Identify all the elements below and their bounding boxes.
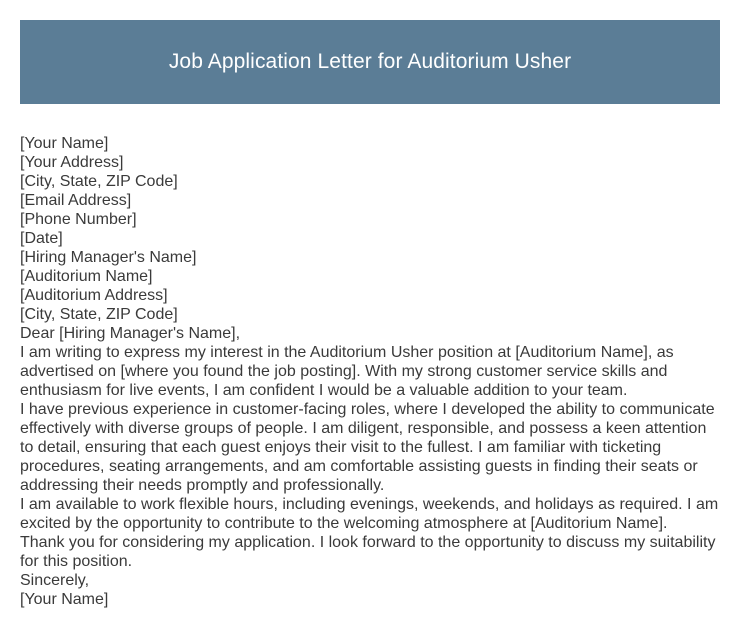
title-banner (20, 20, 720, 104)
salutation: Dear [Hiring Manager's Name], (20, 325, 241, 342)
letter-date: [Date] (20, 230, 63, 247)
paragraph-thanks: Thank you for considering my application. I look forward to the opportunity to discuss my suitability for this position. (20, 534, 716, 570)
sender-city-state-zip: [City, State, ZIP Code] (20, 173, 178, 190)
recipient-city-state-zip: [City, State, ZIP Code] (20, 306, 178, 323)
sender-address: [Your Address] (20, 154, 124, 171)
recipient-manager: [Hiring Manager's Name] (20, 249, 197, 266)
sender-email: [Email Address] (20, 192, 132, 209)
paragraph-intro: I am writing to express my interest in the Auditorium Usher position at [Auditorium Name], as advertised on [where you found the job posting]. With my strong customer service skills and enthusiasm for live events, I am confident I would be a valuable addition to your team. (20, 344, 674, 399)
sender-phone: [Phone Number] (20, 211, 137, 228)
sender-name: [Your Name] (20, 135, 109, 152)
recipient-address: [Auditorium Address] (20, 287, 168, 304)
paragraph-experience: I have previous experience in customer-facing roles, where I developed the ability to communicate effectively with diverse groups of people. I am diligent, responsible, and possess a keen attention to detail, ensuring that each guest enjoys their visit to the fullest. I am familiar with ticketing procedures, seating arrangements, and am comfortable assisting guests in finding their seats or addressing their needs promptly and professionally. (20, 401, 715, 494)
closing: Sincerely, (20, 572, 90, 589)
page-title: Job Application Letter for Auditorium Usher (168, 50, 572, 73)
signature: [Your Name] (20, 591, 109, 608)
recipient-organization: [Auditorium Name] (20, 268, 153, 285)
paragraph-availability: I am available to work flexible hours, including evenings, weekends, and holidays as required. I am excited by the opportunity to contribute to the welcoming atmosphere at [Auditorium Name]. (20, 496, 719, 532)
letter-body (20, 134, 724, 609)
